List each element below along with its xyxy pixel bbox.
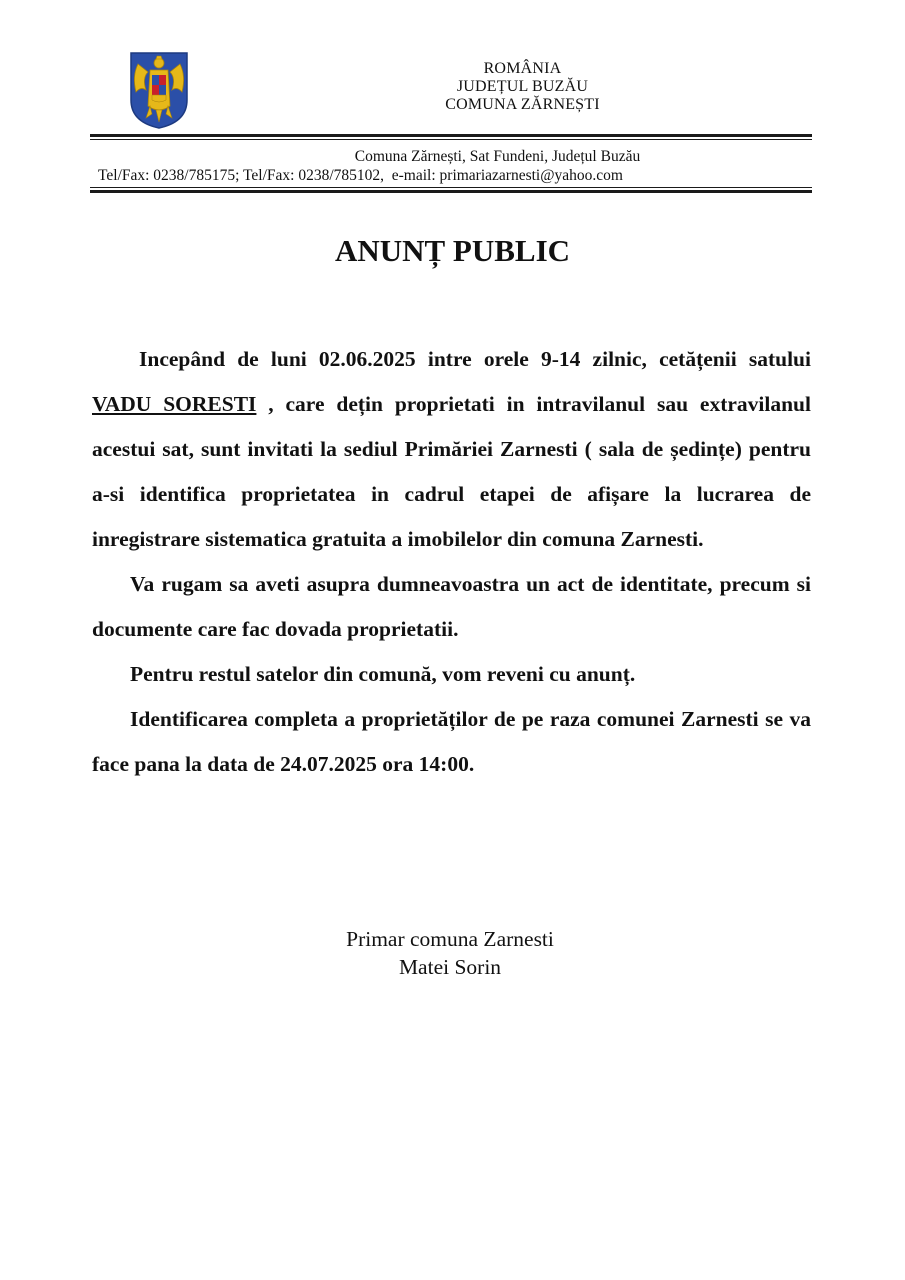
institution-header <box>300 60 745 114</box>
signature-name: Matei Sorin <box>398 955 502 979</box>
signature-block <box>300 925 600 981</box>
village-name: VADU SORESTI <box>92 392 257 416</box>
institution-address: Comuna Zărnești, Sat Fundeni, Județul Buzău <box>354 148 641 165</box>
paragraph-deadline: Identificarea completa a proprietăților de pe raza comunei Zarnesti se va face pana la data de 24.07.2025 ora 14:00. <box>92 707 811 776</box>
header-divider-bottom-thin <box>90 187 812 188</box>
romania-coat-of-arms-icon <box>128 50 190 130</box>
institution-contact: Tel/Fax: 0238/785175; Tel/Fax: 0238/785102, e-mail: primariazarnesti@yahoo.com <box>98 167 623 184</box>
signature-role: Primar comuna Zarnesti <box>346 927 554 951</box>
country-name: ROMÂNIA <box>483 60 562 77</box>
paragraph-schedule-rest: , care dețin proprietati in intravilanul sau extravilanul acestui sat, sunt invitati la sediul Primăriei Zarnesti ( sala de ședințe) pentru a-si identifica proprietatea in cadrul etapei de afișare la lucrarea de inregistrare sistematica gratuita a imobilelor din comuna Zarnesti. <box>92 392 811 551</box>
paragraph-other-villages: Pentru restul satelor din comună, vom reveni cu anunț. <box>130 662 636 686</box>
header-divider-bottom-thick <box>90 190 812 193</box>
paragraph-schedule-start: Incepând de luni 02.06.2025 intre orele 9-14 zilnic, cetățenii satului <box>139 347 811 371</box>
announcement-title: ANUNȚ PUBLIC <box>334 233 571 268</box>
commune-name: COMUNA ZĂRNEȘTI <box>445 96 600 113</box>
announcement-body <box>92 337 811 787</box>
paragraph-schedule <box>92 337 811 562</box>
paragraph-documents: Va rugam sa aveti asupra dumneavoastra un act de identitate, precum si documente care fac dovada proprietatii. <box>92 572 811 641</box>
header-divider-top-thick <box>90 134 812 137</box>
header-divider-top-thin <box>90 139 812 140</box>
county-name: JUDEȚUL BUZĂU <box>456 78 589 95</box>
